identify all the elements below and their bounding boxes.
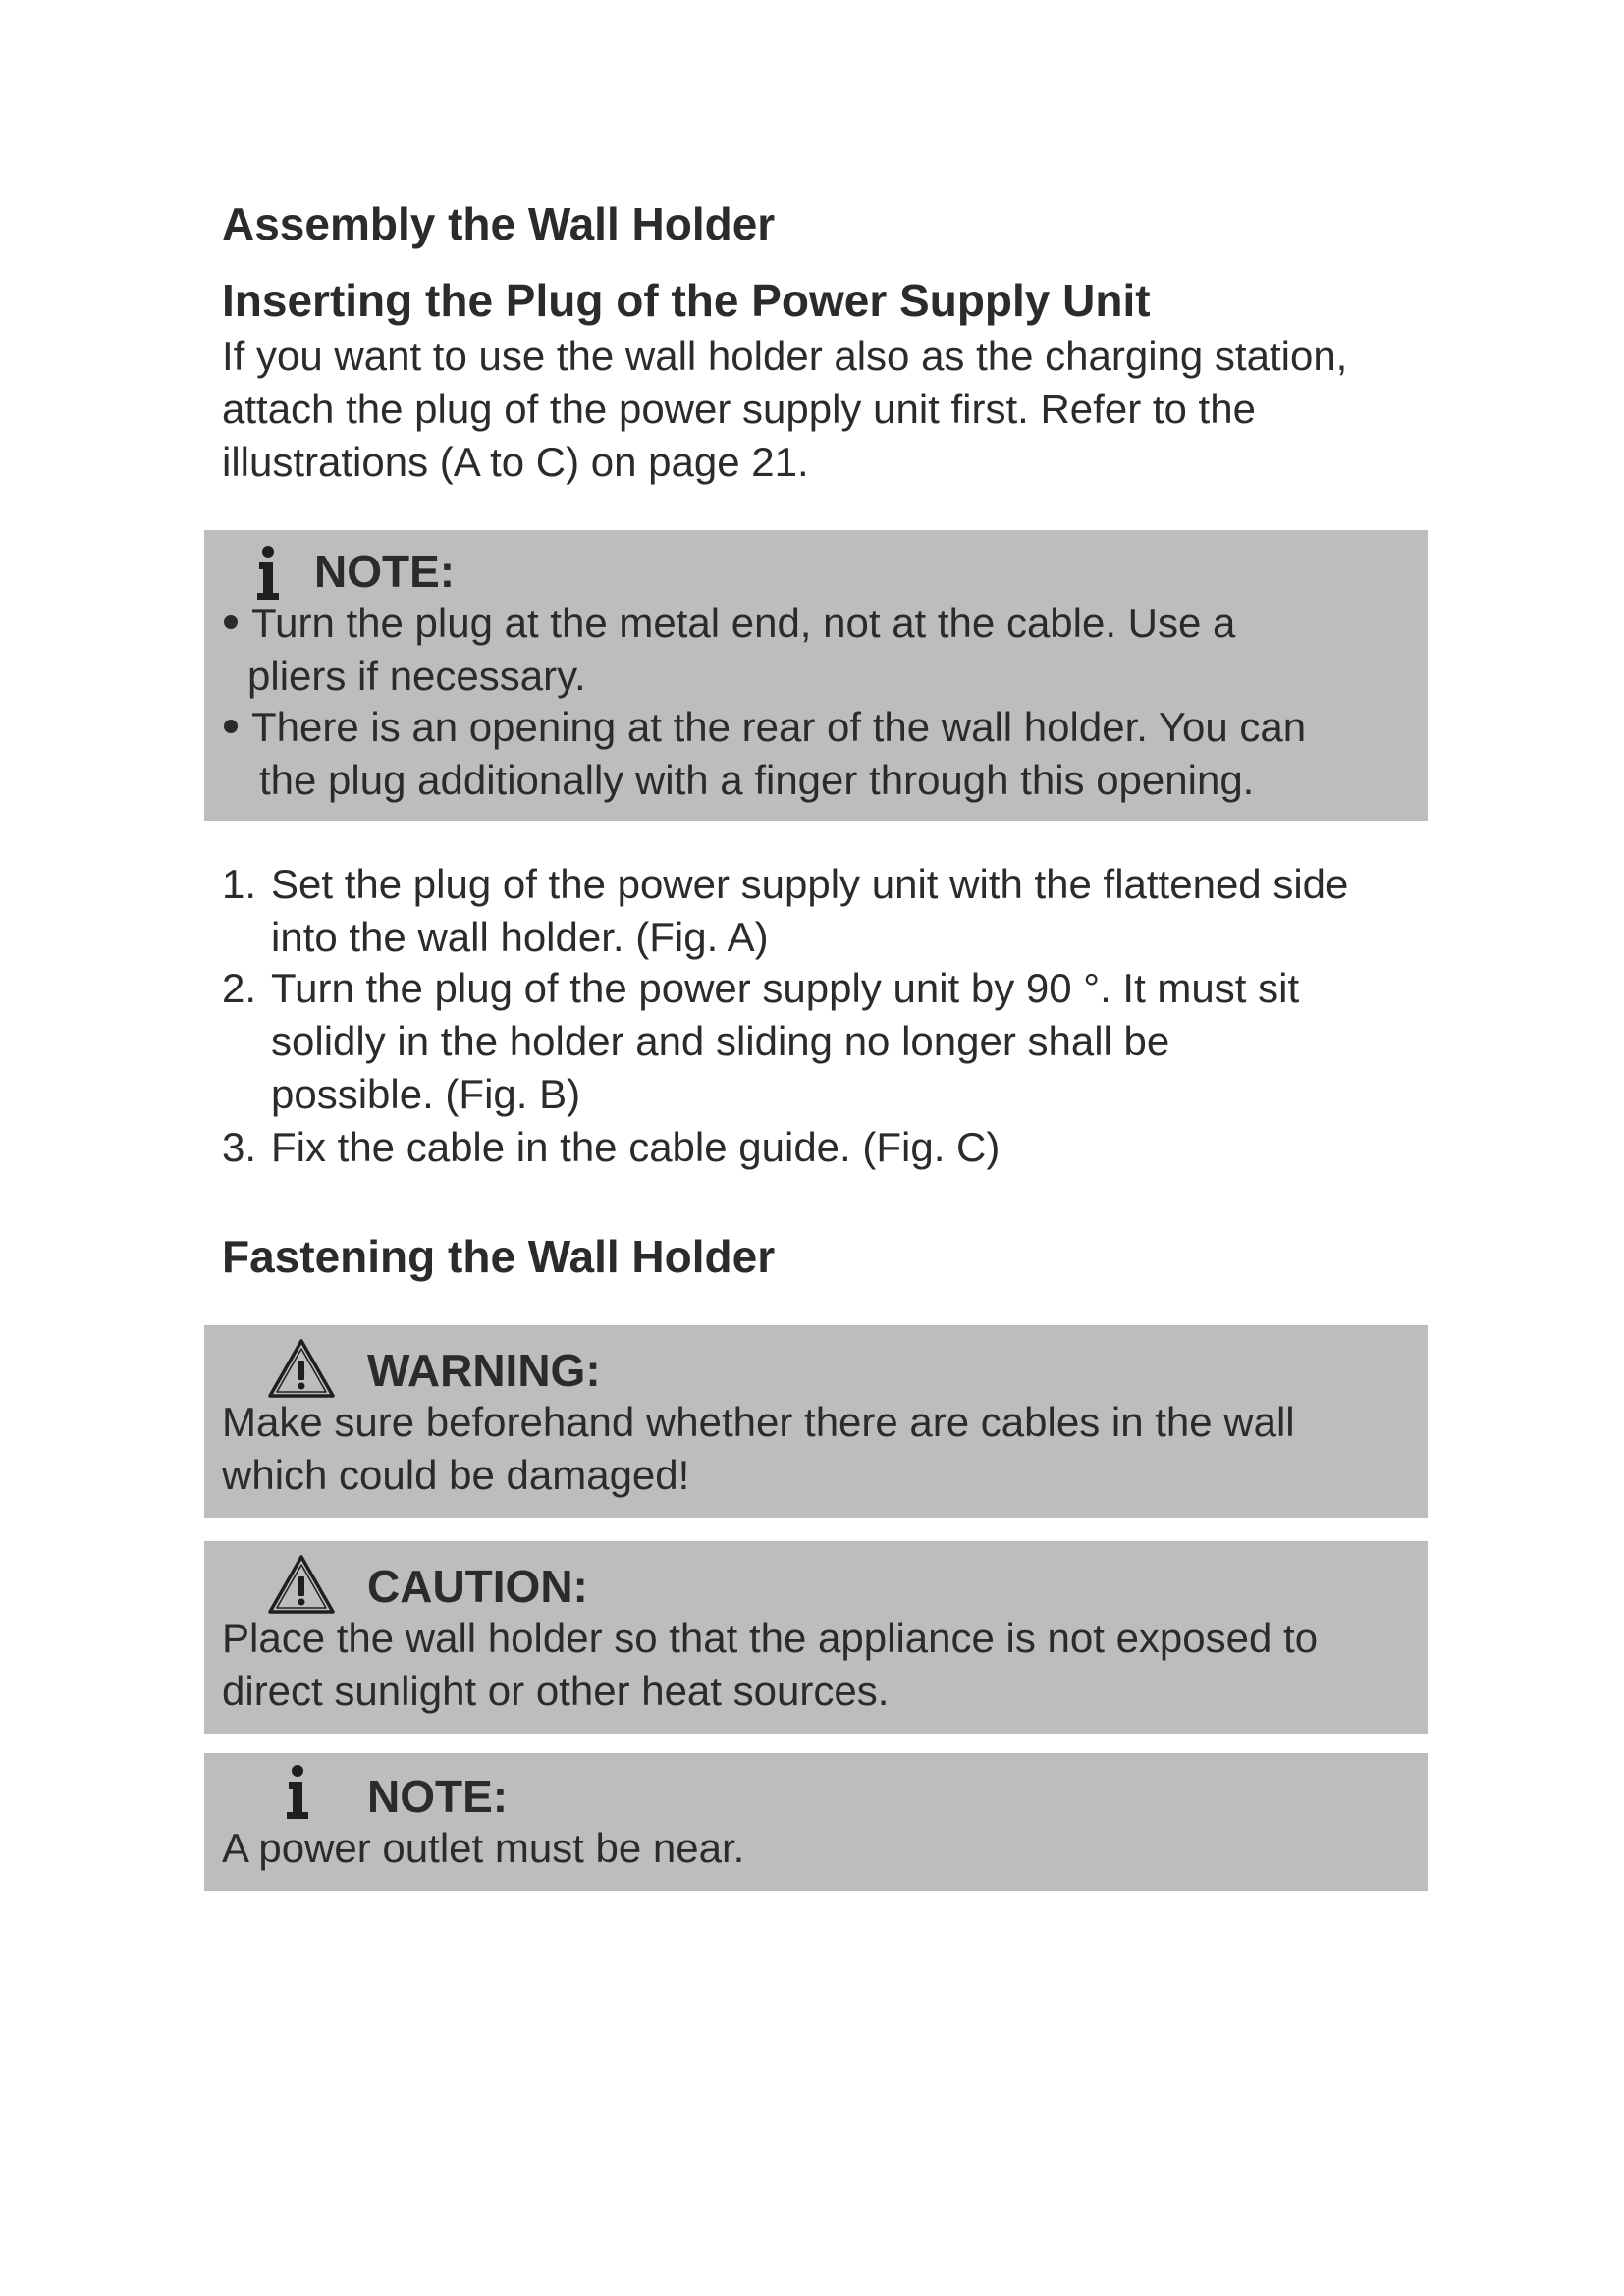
warning-triangle-icon <box>267 1337 336 1400</box>
note-bullet-continuation: the plug additionally with a finger through this opening. <box>259 757 1255 803</box>
section-subtitle-inserting-plug: Inserting the Plug of the Power Supply Unit <box>222 275 1151 326</box>
step-line: Fix the cable in the cable guide. (Fig. C) <box>271 1124 1001 1170</box>
note-bullet-continuation: pliers if necessary. <box>247 653 586 699</box>
intro-paragraph <box>222 330 1439 489</box>
step-line: solidly in the holder and sliding no longer shall be <box>271 1018 1170 1064</box>
step-number: 1. <box>222 861 257 907</box>
step-line: possible. (Fig. B) <box>271 1071 581 1117</box>
step-line: into the wall holder. (Fig. A) <box>271 914 769 960</box>
note-line: A power outlet must be near. <box>222 1825 745 1871</box>
info-icon <box>253 546 283 601</box>
intro-line: illustrations (A to C) on page 21. <box>222 439 809 485</box>
note-box-outlet <box>204 1753 1428 1891</box>
info-icon <box>283 1765 312 1820</box>
note-bullet <box>224 701 1306 754</box>
step-item <box>222 858 1348 964</box>
note-box-plug <box>204 530 1428 821</box>
step-item <box>222 1121 1000 1174</box>
step-number: 2. <box>222 965 257 1011</box>
note-title: NOTE: <box>367 1771 509 1822</box>
step-number: 3. <box>222 1124 257 1170</box>
warning-line: Make sure beforehand whether there are cables in the wall <box>222 1399 1295 1445</box>
caution-line: direct sunlight or other heat sources. <box>222 1668 890 1714</box>
caution-box <box>204 1541 1428 1734</box>
note-title: NOTE: <box>314 546 456 597</box>
note-bullet <box>224 597 1235 650</box>
caution-title: CAUTION: <box>367 1561 588 1612</box>
note-bullet-line: Turn the plug at the metal end, not at the cable. Use a <box>251 600 1236 646</box>
intro-line: attach the plug of the power supply unit first. Refer to the <box>222 386 1256 432</box>
bullet-dot-icon <box>224 615 238 629</box>
intro-line: If you want to use the wall holder also as the charging station, <box>222 333 1348 379</box>
warning-title: WARNING: <box>367 1345 601 1396</box>
warning-box <box>204 1325 1428 1518</box>
section-title-fastening: Fastening the Wall Holder <box>222 1231 776 1282</box>
step-line: Turn the plug of the power supply unit by 90 °. It must sit <box>271 965 1300 1011</box>
step-line: Set the plug of the power supply unit with the flattened side <box>271 861 1349 907</box>
warning-line: which could be damaged! <box>222 1452 690 1498</box>
note-bullet-line: There is an opening at the rear of the wall holder. You can <box>251 704 1307 750</box>
section-title-assembly: Assembly the Wall Holder <box>222 198 776 249</box>
step-item <box>222 962 1299 1121</box>
caution-line: Place the wall holder so that the appliance is not exposed to <box>222 1615 1319 1661</box>
warning-triangle-icon <box>267 1553 336 1616</box>
bullet-dot-icon <box>224 720 238 733</box>
